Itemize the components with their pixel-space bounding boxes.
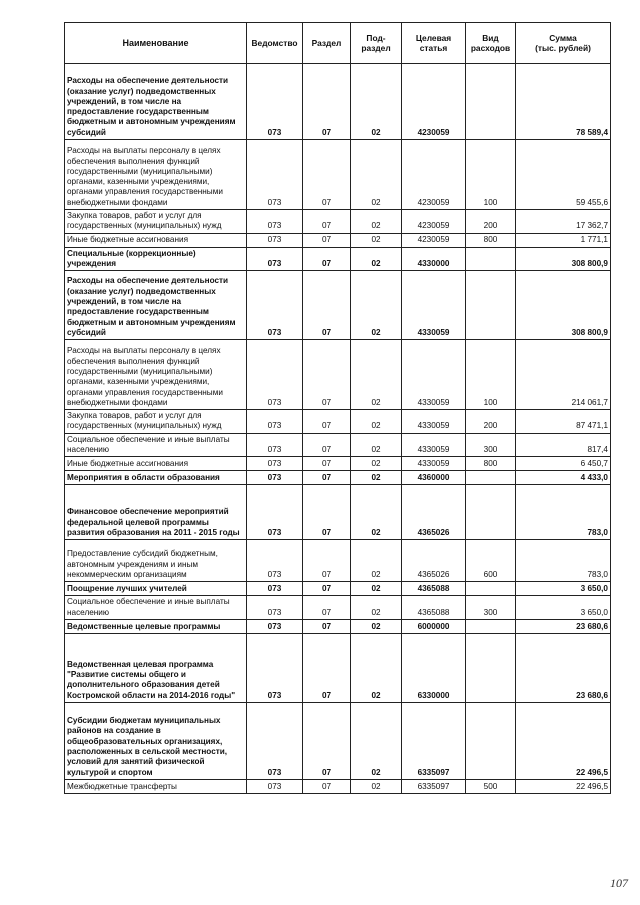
row-dept: 073 [247,233,303,247]
header-subsection: Под- раздел [351,23,402,64]
row-exptype: 100 [466,340,516,410]
row-sum: 3 650,0 [516,582,611,596]
table-row [65,471,611,485]
row-name: Предоставление субсидий бюджетным, автономным учреждениям и иным некоммерческим организациям [65,540,247,582]
row-sum: 87 471,1 [516,410,611,434]
row-section: 07 [303,140,351,210]
row-exptype [466,271,516,340]
row-target: 6335097 [402,779,466,793]
table-row [65,596,611,620]
row-sum: 23 680,6 [516,619,611,633]
table-row [65,485,611,540]
row-target: 4365088 [402,582,466,596]
row-exptype: 200 [466,410,516,434]
table-row [65,340,611,410]
row-name: Межбюджетные трансферты [65,779,247,793]
row-section: 07 [303,210,351,234]
row-name: Мероприятия в области образования [65,471,247,485]
row-target: 4230059 [402,233,466,247]
row-target: 4365088 [402,596,466,620]
row-name: Расходы на выплаты персоналу в целях обеспечения выполнения функций государственными (муниципальными) органами, казенными учреждениями, органами управления государственными внебюджетными фондами [65,140,247,210]
table-row [65,779,611,793]
row-subsection: 02 [351,410,402,434]
row-subsection: 02 [351,64,402,140]
row-section: 07 [303,702,351,779]
row-sum: 22 496,5 [516,702,611,779]
row-name: Социальное обеспечение и иные выплаты населению [65,596,247,620]
row-section: 07 [303,485,351,540]
row-dept: 073 [247,210,303,234]
row-target: 6330000 [402,633,466,702]
row-exptype: 300 [466,433,516,457]
table-row [65,64,611,140]
row-subsection: 02 [351,433,402,457]
row-exptype [466,633,516,702]
page-corner-mark: 107 [610,876,628,890]
row-section: 07 [303,582,351,596]
row-section: 07 [303,779,351,793]
row-name: Финансовое обеспечение мероприятий федеральной целевой программы развития образования на 2011 - 2015 годы [65,485,247,540]
row-target: 4230059 [402,140,466,210]
row-exptype: 600 [466,540,516,582]
row-exptype: 800 [466,233,516,247]
header-dept: Ведомство [247,23,303,64]
row-subsection: 02 [351,140,402,210]
row-section: 07 [303,64,351,140]
table-row [65,633,611,702]
header-row [65,23,611,64]
table-row [65,433,611,457]
row-dept: 073 [247,271,303,340]
row-name: Иные бюджетные ассигнования [65,233,247,247]
row-target: 4330059 [402,433,466,457]
row-subsection: 02 [351,471,402,485]
row-dept: 073 [247,410,303,434]
table-row [65,619,611,633]
row-name: Социальное обеспечение и иные выплаты населению [65,433,247,457]
row-target: 4330059 [402,340,466,410]
row-name: Иные бюджетные ассигнования [65,457,247,471]
row-dept: 073 [247,457,303,471]
row-section: 07 [303,233,351,247]
table-row [65,582,611,596]
row-sum: 17 362,7 [516,210,611,234]
row-target: 4360000 [402,471,466,485]
row-subsection: 02 [351,457,402,471]
row-exptype [466,582,516,596]
row-sum: 1 771,1 [516,233,611,247]
row-name: Расходы на обеспечение деятельности (оказание услуг) подведомственных учреждений, в том числе на предоставление государственным бюджетным и автономным учреждениям субсидий [65,64,247,140]
row-sum: 214 061,7 [516,340,611,410]
table-row [65,540,611,582]
row-subsection: 02 [351,596,402,620]
row-section: 07 [303,596,351,620]
row-exptype [466,702,516,779]
row-target: 6335097 [402,702,466,779]
row-subsection: 02 [351,633,402,702]
row-subsection: 02 [351,702,402,779]
table-row [65,210,611,234]
row-dept: 073 [247,702,303,779]
row-exptype [466,247,516,271]
row-section: 07 [303,471,351,485]
row-subsection: 02 [351,779,402,793]
table-row [65,233,611,247]
table-row [65,247,611,271]
row-section: 07 [303,457,351,471]
row-name: Субсидии бюджетам муниципальных районов на создание в общеобразовательных организациях, расположенных в сельской местности, условий для занятий физической культурой и спортом [65,702,247,779]
row-sum: 23 680,6 [516,633,611,702]
row-subsection: 02 [351,247,402,271]
row-target: 6000000 [402,619,466,633]
row-dept: 073 [247,540,303,582]
table-row [65,410,611,434]
row-subsection: 02 [351,340,402,410]
row-section: 07 [303,247,351,271]
row-subsection: 02 [351,485,402,540]
row-name: Закупка товаров, работ и услуг для государственных (муниципальных) нужд [65,410,247,434]
row-exptype: 300 [466,596,516,620]
row-target: 4230059 [402,64,466,140]
row-exptype: 500 [466,779,516,793]
header-sum: Сумма (тыс. рублей) [516,23,611,64]
row-dept: 073 [247,433,303,457]
row-exptype [466,485,516,540]
row-sum: 783,0 [516,485,611,540]
row-section: 07 [303,340,351,410]
table-row [65,457,611,471]
table-row [65,140,611,210]
row-target: 4330059 [402,410,466,434]
row-sum: 78 589,4 [516,64,611,140]
row-dept: 073 [247,633,303,702]
row-sum: 4 433,0 [516,471,611,485]
row-exptype: 100 [466,140,516,210]
row-name: Поощрение лучших учителей [65,582,247,596]
row-section: 07 [303,433,351,457]
row-subsection: 02 [351,582,402,596]
row-dept: 073 [247,140,303,210]
row-dept: 073 [247,485,303,540]
row-name: Закупка товаров, работ и услуг для государственных (муниципальных) нужд [65,210,247,234]
row-target: 4365026 [402,540,466,582]
row-section: 07 [303,633,351,702]
row-dept: 073 [247,64,303,140]
header-exptype: Вид расходов [466,23,516,64]
row-subsection: 02 [351,619,402,633]
row-sum: 22 496,5 [516,779,611,793]
row-dept: 073 [247,619,303,633]
row-exptype: 200 [466,210,516,234]
row-exptype [466,619,516,633]
row-dept: 073 [247,582,303,596]
row-target: 4365026 [402,485,466,540]
row-section: 07 [303,410,351,434]
row-exptype: 800 [466,457,516,471]
row-section: 07 [303,540,351,582]
row-subsection: 02 [351,540,402,582]
row-name: Ведомственная целевая программа "Развитие системы общего и дополнительного образования детей Костромской области на 2014-2016 годы" [65,633,247,702]
row-dept: 073 [247,779,303,793]
row-exptype [466,471,516,485]
row-target: 4330059 [402,457,466,471]
header-target: Целевая статья [402,23,466,64]
row-sum: 308 800,9 [516,247,611,271]
table-row [65,702,611,779]
row-section: 07 [303,619,351,633]
row-name: Специальные (коррекционные) учреждения [65,247,247,271]
row-sum: 817,4 [516,433,611,457]
row-sum: 308 800,9 [516,271,611,340]
row-section: 07 [303,271,351,340]
row-name: Ведомственные целевые программы [65,619,247,633]
row-sum: 59 455,6 [516,140,611,210]
row-exptype [466,64,516,140]
row-sum: 783,0 [516,540,611,582]
row-dept: 073 [247,340,303,410]
header-name: Наименование [65,23,247,64]
row-name: Расходы на выплаты персоналу в целях обеспечения выполнения функций государственными (муниципальными) органами, казенными учреждениями, органами управления государственными внебюджетными фондами [65,340,247,410]
row-target: 4330000 [402,247,466,271]
table-row [65,271,611,340]
row-subsection: 02 [351,271,402,340]
row-sum: 3 650,0 [516,596,611,620]
header-section: Раздел [303,23,351,64]
row-sum: 6 450,7 [516,457,611,471]
row-dept: 073 [247,596,303,620]
row-subsection: 02 [351,233,402,247]
row-subsection: 02 [351,210,402,234]
row-name: Расходы на обеспечение деятельности (оказание услуг) подведомственных учреждений, в том числе на предоставление государственным бюджетным и автономным учреждениям субсидий [65,271,247,340]
row-target: 4330059 [402,271,466,340]
budget-table [64,22,611,794]
row-target: 4230059 [402,210,466,234]
row-dept: 073 [247,471,303,485]
row-dept: 073 [247,247,303,271]
